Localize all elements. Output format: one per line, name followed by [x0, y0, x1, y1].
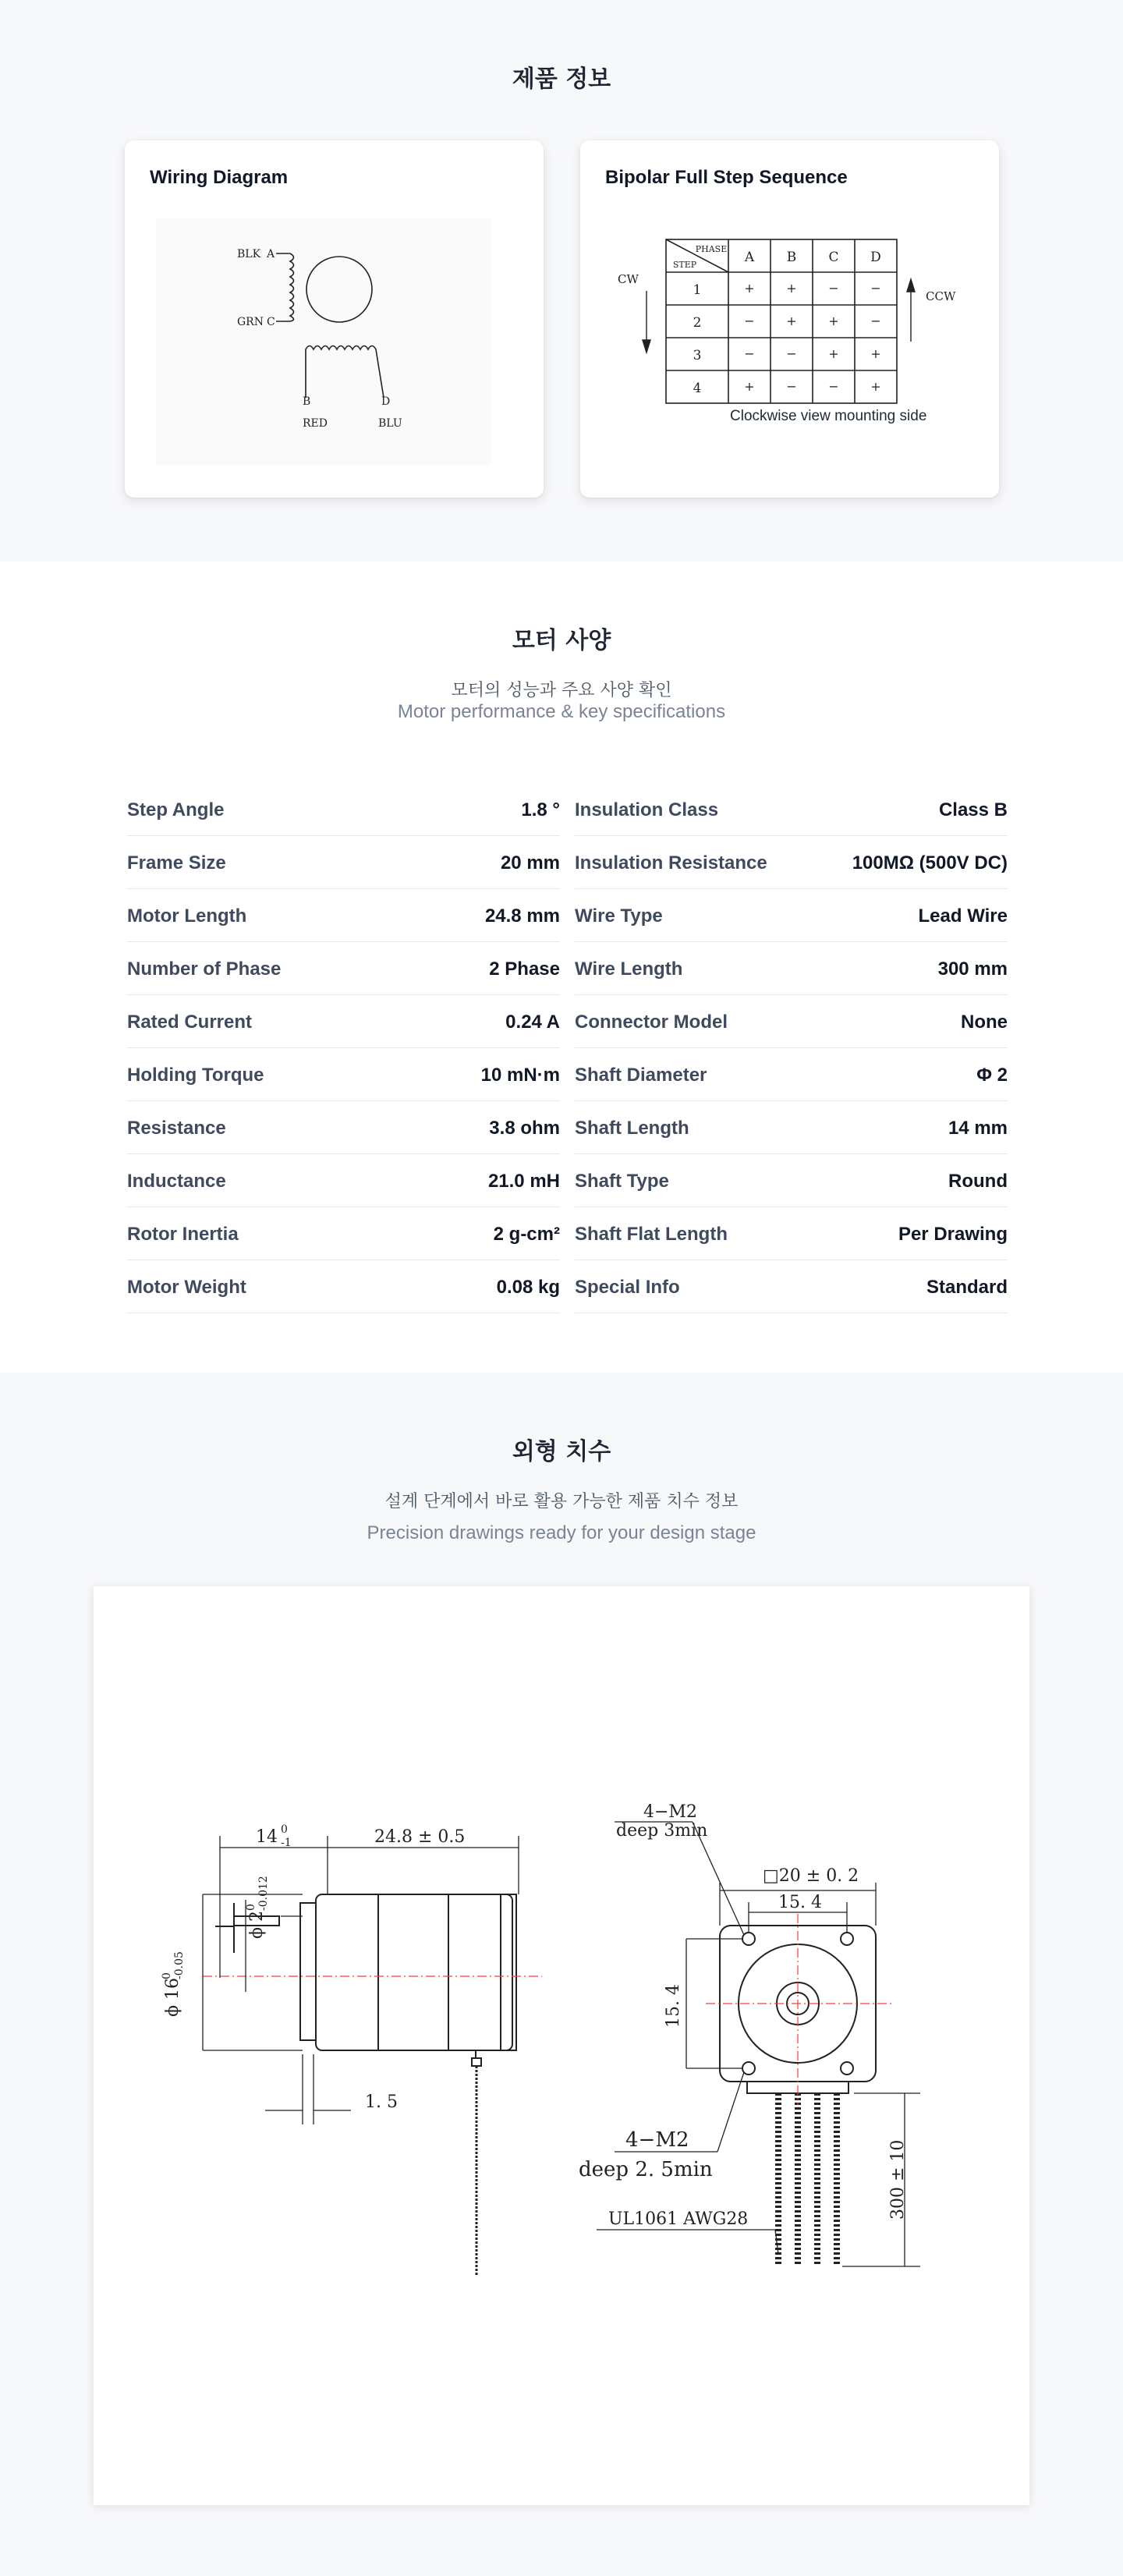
spec-value: 2 Phase	[489, 958, 560, 980]
dim-body-length: 24.8 ± 0.5	[374, 1827, 466, 1847]
spec-value: 0.08 kg	[496, 1276, 560, 1298]
spec-value: Per Drawing	[898, 1223, 1008, 1245]
spec-column-right	[575, 783, 1008, 1313]
dim-m2-top: 4−M2	[643, 1802, 697, 1822]
step-sequence-title: Bipolar Full Step Sequence	[605, 167, 848, 188]
spec-key: Insulation Resistance	[575, 852, 767, 873]
spec-key: Shaft Diameter	[575, 1064, 707, 1086]
spec-value: Standard	[926, 1276, 1008, 1298]
label-blu: BLU	[378, 417, 402, 430]
motor-spec-subtitle-ko: 모터의 성능과 주요 사양 확인	[451, 681, 672, 700]
dim-boss-diameter-tol-dn: -0.05	[173, 1951, 186, 1979]
sequence-step-number: 4	[693, 381, 702, 396]
dimensions-subtitle-ko: 설계 단계에서 바로 활용 가능한 제품 치수 정보	[384, 1492, 739, 1511]
label-c: C	[267, 316, 275, 328]
spec-row	[575, 995, 1008, 1048]
label-b: B	[303, 395, 311, 408]
spec-row	[127, 836, 560, 889]
spec-row	[575, 836, 1008, 889]
dim-deep-bottom: deep 2. 5min	[579, 2158, 713, 2181]
dim-shaft-length-tol-up: 0	[281, 1823, 288, 1836]
front-view-dimensions	[597, 1822, 920, 2266]
sequence-cell: −	[786, 379, 797, 394]
spec-row	[575, 1260, 1008, 1313]
spec-key: Insulation Class	[575, 799, 719, 820]
dimensions-section	[0, 1373, 1123, 2576]
spec-value: 21.0 mH	[487, 1170, 560, 1192]
dim-wire-length: 300 ± 10	[888, 2139, 908, 2220]
motor-spec-section	[0, 562, 1123, 1373]
side-view-dimensions	[203, 1836, 519, 2124]
spec-value: 100MΩ (500V DC)	[852, 852, 1008, 873]
sequence-cell: +	[870, 379, 881, 394]
spec-row	[127, 1207, 560, 1260]
spec-value: 20 mm	[500, 852, 560, 873]
spec-row	[575, 1048, 1008, 1101]
spec-key: Shaft Type	[575, 1170, 669, 1192]
label-a: A	[267, 248, 275, 260]
spec-value: Class B	[938, 799, 1008, 820]
spec-row	[127, 1048, 560, 1101]
label-grn: GRN	[237, 316, 264, 328]
spec-value: 3.8 ohm	[489, 1117, 560, 1139]
spec-key: Rated Current	[127, 1011, 253, 1033]
sequence-cell: −	[786, 346, 797, 361]
front-centerlines	[706, 1914, 893, 2105]
spec-row	[575, 889, 1008, 942]
spec-value: 1.8 °	[521, 799, 560, 820]
spec-row	[127, 1154, 560, 1207]
dim-frame-size: □20 ± 0. 2	[763, 1866, 859, 1886]
sequence-column-header: D	[870, 250, 881, 265]
spec-column-left	[127, 783, 560, 1313]
spec-value: Φ 2	[976, 1064, 1008, 1086]
sequence-cell: +	[744, 281, 755, 296]
label-blk: BLK	[237, 248, 261, 260]
sequence-cell: −	[828, 281, 839, 296]
spec-key: Resistance	[127, 1117, 226, 1139]
step-sequence-figure	[605, 211, 974, 468]
spec-value: 0.24 A	[505, 1011, 560, 1033]
spec-key: Holding Torque	[127, 1064, 264, 1086]
spec-row	[127, 942, 560, 995]
ccw-arrow-icon	[907, 279, 915, 292]
dimension-drawing-card	[94, 1586, 1029, 2505]
spec-key: Step Angle	[127, 799, 225, 820]
spec-value: Round	[948, 1170, 1008, 1192]
dim-boss-diameter: ϕ 16	[163, 1978, 182, 2017]
sequence-cell: +	[870, 346, 881, 361]
spec-row	[127, 889, 560, 942]
sequence-cell: +	[786, 281, 797, 296]
sequence-cell: −	[870, 314, 881, 328]
spec-row	[127, 783, 560, 836]
sequence-cell: −	[744, 314, 755, 328]
sequence-column-header: A	[744, 250, 755, 265]
spec-row	[575, 1154, 1008, 1207]
dim-shaft-diameter-tol-up: 0	[245, 1904, 257, 1911]
sequence-header-step: STEP	[672, 260, 697, 270]
spec-key: Rotor Inertia	[127, 1223, 239, 1245]
sequence-cell: −	[744, 346, 755, 361]
dim-wire-spec: UL1061 AWG28	[608, 2209, 749, 2229]
spec-row	[127, 995, 560, 1048]
spec-value: 10 mN·m	[480, 1064, 560, 1086]
sequence-step-number: 1	[693, 282, 702, 298]
ccw-label: CCW	[926, 289, 956, 303]
spec-row	[127, 1101, 560, 1154]
step-sequence-card	[580, 140, 999, 498]
spec-key: Shaft Flat Length	[575, 1223, 728, 1245]
cw-label: CW	[618, 272, 639, 286]
sequence-column-header: B	[786, 250, 797, 265]
section-title-product-info: 제품 정보	[512, 66, 611, 93]
label-d: D	[381, 395, 391, 408]
cw-arrow-icon	[643, 340, 650, 353]
spec-key: Motor Weight	[127, 1276, 246, 1298]
section-title-dimensions: 외형 치수	[512, 1438, 611, 1465]
spec-value: 2 g-cm²	[493, 1223, 560, 1245]
spec-value: 14 mm	[948, 1117, 1008, 1139]
spec-key: Inductance	[127, 1170, 226, 1192]
sequence-cell: +	[744, 379, 755, 394]
sequence-cell: +	[828, 346, 839, 361]
product-info-section	[0, 0, 1123, 562]
spec-row	[127, 1260, 560, 1313]
spec-key: Motor Length	[127, 905, 247, 927]
spec-key: Special Info	[575, 1276, 680, 1298]
spec-value: None	[961, 1011, 1008, 1033]
dim-pitch-horizontal: 15. 4	[778, 1893, 822, 1912]
sequence-caption: Clockwise view mounting side	[730, 408, 927, 424]
sequence-cell: −	[828, 379, 839, 394]
sequence-cell: +	[828, 314, 839, 328]
spec-key: Shaft Length	[575, 1117, 689, 1139]
spec-key: Wire Length	[575, 958, 683, 980]
spec-key: Frame Size	[127, 852, 226, 873]
dimension-drawing	[94, 1586, 1029, 2505]
spec-row	[575, 1207, 1008, 1260]
dim-m2-bottom: 4−M2	[625, 2128, 689, 2152]
dim-shaft-diameter-tol-dn: -0.012	[257, 1876, 270, 1911]
dim-shaft-length: 14	[256, 1827, 278, 1847]
spec-row	[575, 942, 1008, 995]
sequence-step-number: 3	[693, 348, 702, 363]
spec-value: Lead Wire	[918, 905, 1008, 927]
spec-key: Wire Type	[575, 905, 663, 927]
sequence-cell: +	[786, 314, 797, 328]
dim-pitch-vertical: 15. 4	[664, 1984, 683, 2028]
dimensions-subtitle-en: Precision drawings ready for your design stage	[367, 1522, 756, 1543]
dim-boss-height: 1. 5	[365, 2092, 398, 2112]
dim-boss-diameter-tol-up: 0	[161, 1972, 173, 1979]
sequence-step-number: 2	[693, 315, 702, 331]
wiring-diagram-title: Wiring Diagram	[150, 167, 289, 188]
wiring-diagram-figure	[150, 211, 519, 468]
side-view-outline	[215, 1894, 516, 2277]
wiring-diagram-card	[125, 140, 544, 498]
spec-key: Connector Model	[575, 1011, 728, 1033]
label-red: RED	[303, 417, 328, 430]
spec-value: 24.8 mm	[484, 905, 560, 927]
dim-shaft-diameter: ϕ 2	[247, 1911, 267, 1939]
sequence-cell: −	[870, 281, 881, 296]
dim-deep-top: deep 3min	[616, 1821, 708, 1841]
spec-value: 300 mm	[937, 958, 1008, 980]
spec-key: Number of Phase	[127, 958, 282, 980]
dim-shaft-length-tol-dn: -1	[281, 1837, 292, 1849]
sequence-header-phase: PHASE	[695, 244, 728, 254]
sequence-column-header: C	[828, 250, 839, 265]
motor-spec-subtitle-en: Motor performance & key specifications	[397, 701, 726, 722]
spec-row	[575, 783, 1008, 836]
spec-row	[575, 1101, 1008, 1154]
section-title-motor-spec: 모터 사양	[512, 627, 611, 654]
